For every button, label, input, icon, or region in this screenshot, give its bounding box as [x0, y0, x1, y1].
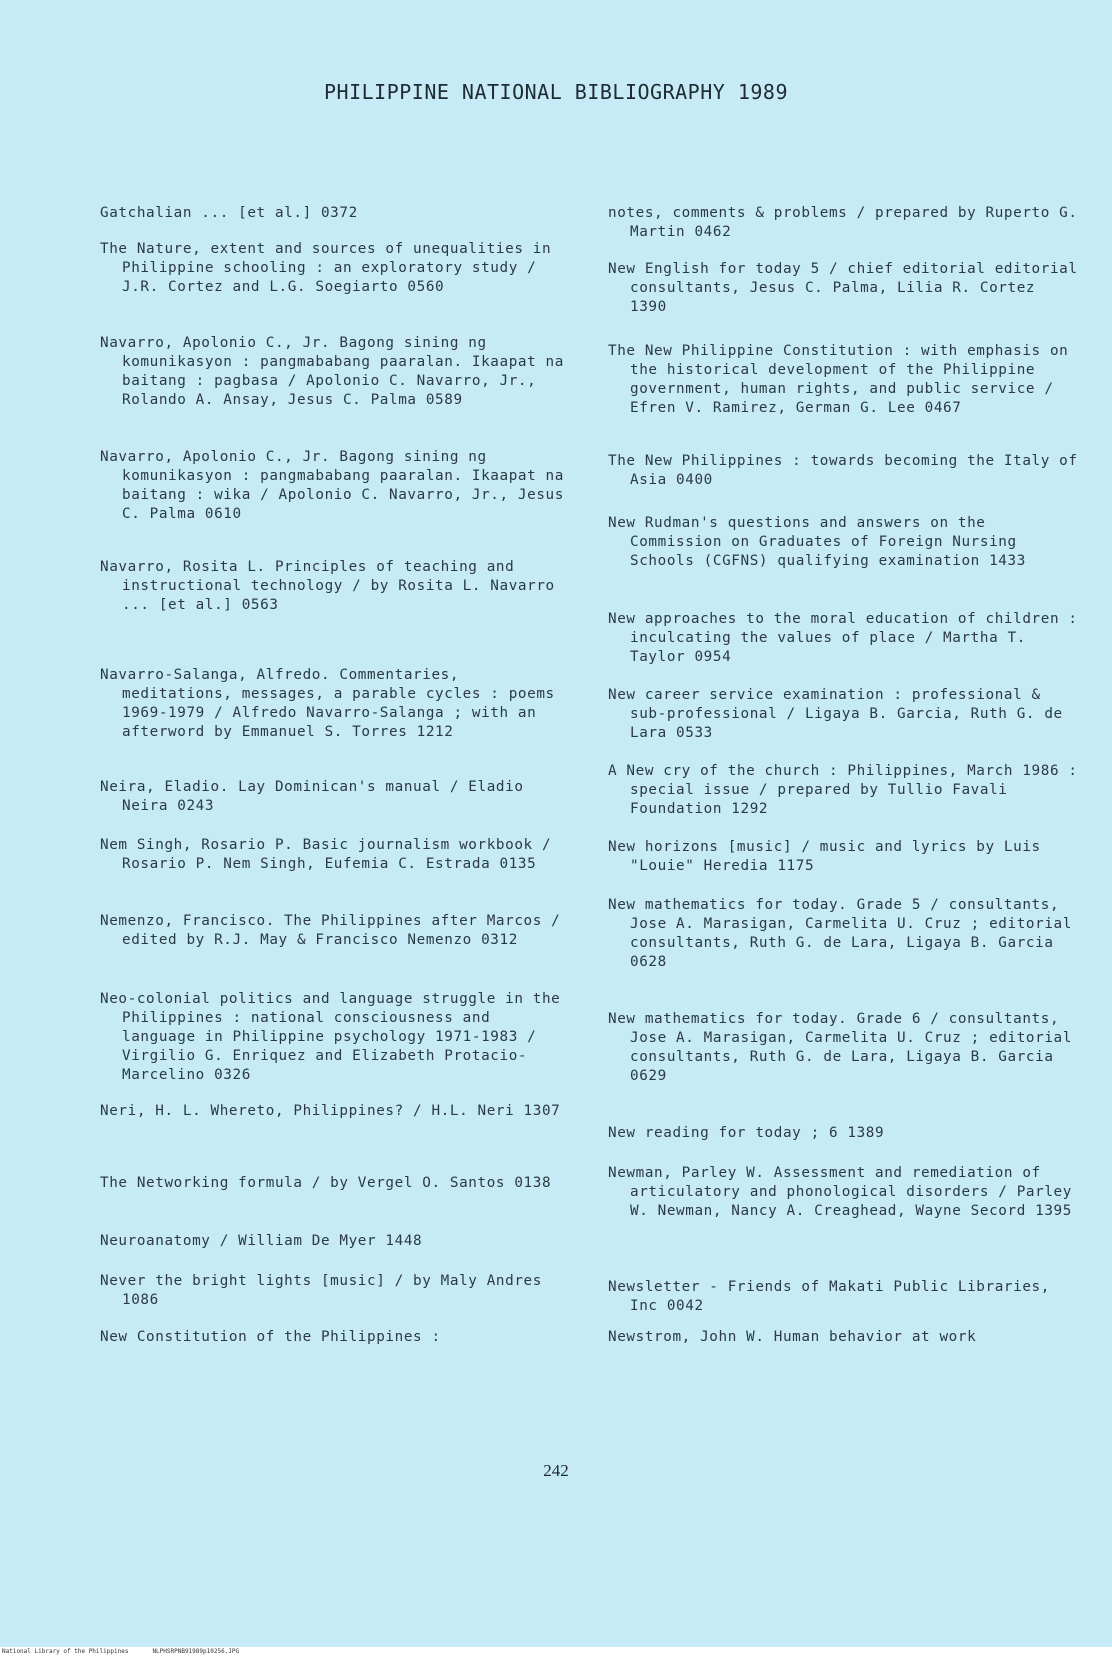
page-title: PHILIPPINE NATIONAL BIBLIOGRAPHY 1989 — [323, 80, 789, 104]
bibliography-entry: Never the bright lights [music] / by Maly Andres 1086 — [100, 1273, 542, 1308]
bibliography-entry: The New Philippine Constitution : with emphasis on the historical development of the Philippine government, human rights, and public service / Efren V. Ramirez, German G. Lee 0467 — [608, 343, 1069, 416]
bibliography-entry: New Constitution of the Philippines : — [100, 1329, 441, 1345]
bibliography-entry: Navarro, Rosita L. Principles of teaching and instructional technology / by Rosita L. Navarro ... [et al.] 0563 — [100, 559, 555, 613]
bibliography-entry: Newstrom, John W. Human behavior at work — [608, 1329, 977, 1345]
footer-institution: National Library of the Philippines — [2, 1648, 129, 1655]
bibliography-entry: The New Philippines : towards becoming the Italy of Asia 0400 — [608, 453, 1078, 488]
bibliography-entry: Newsletter - Friends of Makati Public Libraries, Inc 0042 — [608, 1279, 1050, 1314]
bibliography-entry: A New cry of the church : Philippines, March 1986 : special issue / prepared by Tullio Favali Foundation 1292 — [608, 763, 1078, 817]
footer-file-id: NLPHSRPNB91989p10256.JPG — [152, 1648, 240, 1655]
bibliography-entry: Navarro-Salanga, Alfredo. Commentaries, meditations, messages, a parable cycles : poems 1969-1979 / Alfredo Navarro-Salanga ; with an afterword by Emmanuel S. Torres 1212 — [100, 667, 555, 740]
bibliography-entry: New English for today 5 / chief editorial editorial consultants, Jesus C. Palma, Lilia R. Cortez 1390 — [608, 261, 1078, 315]
bibliography-entry: Neuroanatomy / William De Myer 1448 — [100, 1233, 423, 1249]
bibliography-entry: Gatchalian ... [et al.] 0372 — [100, 205, 358, 221]
scan-footer — [0, 1647, 1112, 1658]
bibliography-entry: New mathematics for today. Grade 6 / consultants, Jose A. Marasigan, Carmelita U. Cruz ; editorial consultants, Ruth G. de Lara, Ligaya B. Garcia 0629 — [608, 1011, 1072, 1084]
bibliography-entry: The Networking formula / by Vergel O. Santos 0138 — [100, 1175, 552, 1191]
bibliography-entry: Neo-colonial politics and language struggle in the Philippines : national consciousness and language in Philippine psychology 1971-1983 / Virgilio G. Enriquez and Elizabeth Protacio-Marcelino 0326 — [100, 991, 561, 1083]
page-number: 242 — [543, 1461, 569, 1480]
bibliography-entry: Neri, H. L. Whereto, Philippines? / H.L. Neri 1307 — [100, 1103, 561, 1119]
bibliography-entry: Nemenzo, Francisco. The Philippines after Marcos / edited by R.J. May & Francisco Nemenzo 0312 — [100, 913, 561, 948]
bibliography-entry: Neira, Eladio. Lay Dominican's manual / Eladio Neira 0243 — [100, 779, 524, 814]
bibliography-entry: Navarro, Apolonio C., Jr. Bagong sining ng komunikasyon : pangmababang paaralan. Ikaapat na baitang : wika / Apolonio C. Navarro, Jr., Jesus C. Palma 0610 — [100, 449, 564, 522]
bibliography-entry: Nem Singh, Rosario P. Basic journalism workbook / Rosario P. Nem Singh, Eufemia C. Estrada 0135 — [100, 837, 552, 872]
bibliography-entry: New Rudman's questions and answers on the Commission on Graduates of Foreign Nursing Schools (CGFNS) qualifying examination 1433 — [608, 515, 1026, 569]
bibliography-entry: The Nature, extent and sources of unequalities in Philippine schooling : an exploratory study / J.R. Cortez and L.G. Soegiarto 0560 — [100, 241, 552, 295]
bibliography-entry: New approaches to the moral education of children : inculcating the values of place / Martha T. Taylor 0954 — [608, 611, 1078, 665]
bibliography-entry: notes, comments & problems / prepared by Ruperto G. Martin 0462 — [608, 205, 1078, 240]
bibliography-entry: New mathematics for today. Grade 5 / consultants, Jose A. Marasigan, Carmelita U. Cruz ; editorial consultants, Ruth G. de Lara, Ligaya B. Garcia 0628 — [608, 897, 1072, 970]
bibliography-entry: New reading for today ; 6 1389 — [608, 1125, 885, 1141]
bibliography-entry: New horizons [music] / music and lyrics by Luis "Louie" Heredia 1175 — [608, 839, 1041, 874]
bibliography-entry: Newman, Parley W. Assessment and remediation of articulatory and phonological disorders / Parley W. Newman, Nancy A. Creaghead, Wayne Secord 1395 — [608, 1165, 1072, 1219]
bibliography-entry: Navarro, Apolonio C., Jr. Bagong sining ng komunikasyon : pangmababang paaralan. Ikaapat na baitang : pagbasa / Apolonio C. Navarro, Jr., Rolando A. Ansay, Jesus C. Palma 0589 — [100, 335, 564, 408]
bibliography-entry: New career service examination : professional & sub-professional / Ligaya B. Garcia, Ruth G. de Lara 0533 — [608, 687, 1063, 741]
